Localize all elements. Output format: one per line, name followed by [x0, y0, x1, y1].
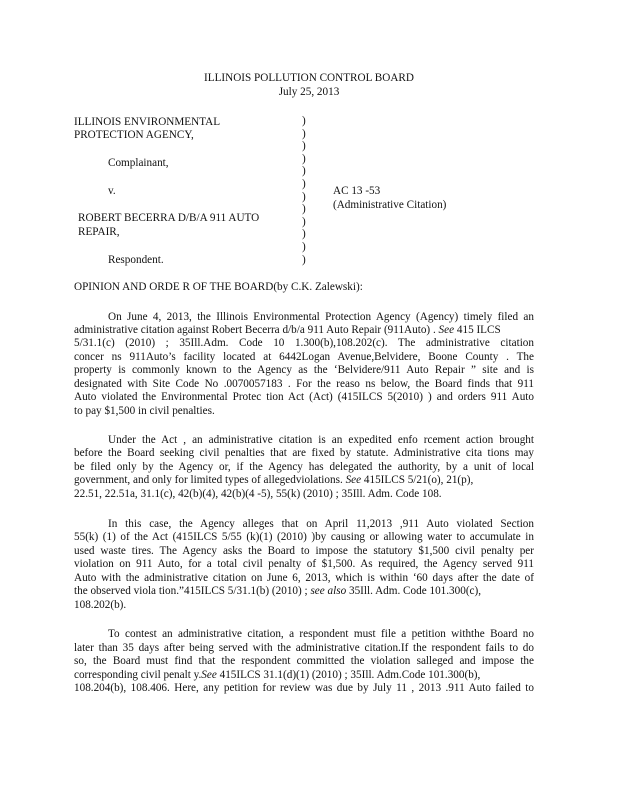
paragraph-line: 22.51, 22.51a, 31.1(c), 42(b)(4), 42(b)(4 -5), 55(k) (2010) ; 35Ill. Adm. Code 108. [74, 488, 442, 500]
paragraph-line: violation on 911 Auto, for a total civil penalty of $1,500. As required, the Agency served 911 [74, 558, 534, 570]
paragraph-line: before the Board seeking civil penalties that are fixed by statute. Administrative cita tions may [74, 447, 534, 459]
paragraph-line: 5/31.1(c) (2010) ; 35Ill.Adm. Code 10 1.300(b),108.202(c). The administrative citation [74, 337, 534, 349]
paragraph-line: Auto violated the Environmental Protec tion Act (Act) (415ILCS 5(2010) ) and orders 911 Auto [74, 391, 534, 403]
paragraph-line: be filed only by the Agency or, if the Agency has delegated the authority, by a unit of local [74, 461, 534, 473]
paragraph-line: To contest an administrative citation, a respondent must file a petition withthe Board no [108, 628, 534, 640]
paragraph-line: 108.204(b), 108.406. Here, any petition for review was due by July 11 , 2013 .911 Auto failed to [74, 682, 534, 694]
complainant-name-line2: PROTECTION AGENCY, [74, 129, 194, 141]
complainant-role: Complainant, [108, 157, 169, 169]
board-name: ILLINOIS POLLUTION CONTROL BOARD [204, 72, 414, 84]
paragraph-line: the observed viola tion.”415ILCS 5/31.1(b) (2010) ; see also 35Ill. Adm. Code 101.300(c), [74, 585, 482, 597]
paragraph-line: property is commonly known to the Agency as the ‘Belvidere/911 Auto Repair ” site and is [74, 364, 534, 376]
versus-label: v. [108, 185, 116, 197]
paragraph-line: concer ns 911Auto’s facility located at 6442Logan Avenue,Belvidere, Boone County . The [74, 351, 534, 363]
opinion-heading: OPINION AND ORDE R OF THE BOARD(by C.K. Zalewski): [74, 281, 363, 293]
paragraph-line: administrative citation against Robert Becerra d/b/a 911 Auto Repair (911Auto) . See 415 ILCS [74, 324, 501, 336]
paragraph-line: used waste tires. The Agency asks the Board to impose the statutory $1,500 civil penalty per [74, 545, 534, 557]
case-type: (Administrative Citation) [333, 199, 447, 211]
respondent-name-line1: ROBERT BECERRA D/B/A 911 AUTO [78, 212, 260, 224]
paragraph-line: later than 35 days after being served with the administrative citation.If the respondent fails to do [74, 642, 534, 654]
respondent-role: Respondent. [108, 254, 164, 266]
complainant-name-line1: ILLINOIS ENVIRONMENTAL [74, 116, 221, 128]
case-number: AC 13 -53 [333, 185, 381, 197]
paragraph-line: On June 4, 2013, the Illinois Environmental Protection Agency (Agency) timely filed an [108, 311, 534, 323]
caption-brace-column: ) ) ) ) ) ) ) ) ) ) ) ) [302, 115, 306, 266]
paragraph-line: 55(k) (1) of the Act (415ILCS 5/55 (k)(1) (2010) )by causing or allowing water to accumulate in [74, 531, 534, 543]
paragraph-line: so, the Board must find that the respondent committed the violation salleged and impose the [74, 655, 534, 667]
paragraph-line: designated with Site Code No .0070057183 . For the reaso ns below, the Board finds that 911 [74, 378, 534, 390]
document-date: July 25, 2013 [278, 86, 340, 98]
paragraph-line: corresponding civil penalt y.See 415ILCS 31.1(d)(1) (2010) ; 35Ill. Adm.Code 101.300(b), [74, 669, 481, 681]
paragraph-line: to pay $1,500 in civil penalties. [74, 405, 215, 417]
paragraph-line: 108.202(b). [74, 599, 127, 611]
paragraph-line: Auto with the administrative citation on June 6, 2013, which is within ‘60 days after the date of [74, 572, 534, 584]
paragraph-line: In this case, the Agency alleges that on April 11,2013 ,911 Auto violated Section [108, 518, 534, 530]
paragraph-line: Under the Act , an administrative citation is an expedited enfo rcement action brought [108, 434, 534, 446]
paragraph-line: government, and only for limited types of allegedviolations. See 415ILCS 5/21(o), 21(p), [74, 474, 474, 486]
respondent-name-line2: REPAIR, [78, 226, 120, 238]
